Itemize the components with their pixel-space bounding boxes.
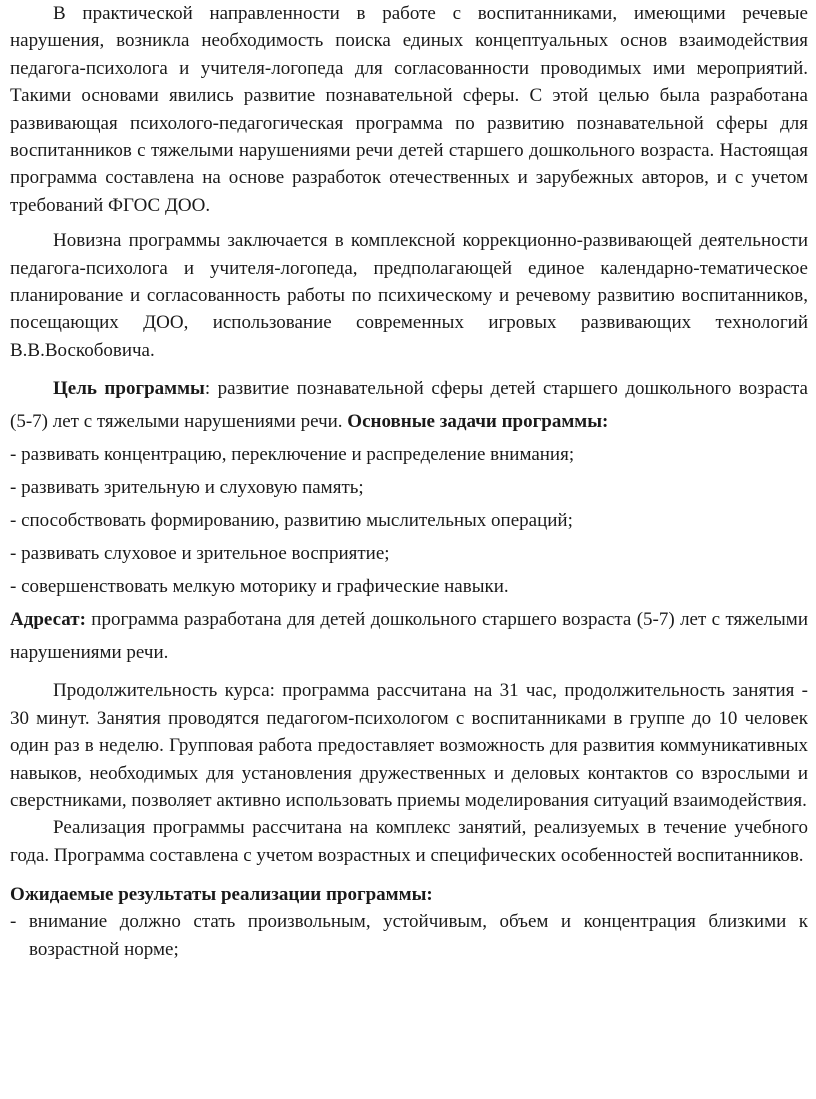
list-item: - развивать зрительную и слуховую память;	[10, 477, 364, 499]
goal-label: Цель программы	[53, 378, 205, 400]
addressee-paragraph	[10, 603, 808, 669]
results-heading: Ожидаемые результаты реализации программы:	[10, 884, 433, 906]
goal-paragraph	[10, 372, 808, 438]
addressee-label: Адресат:	[10, 609, 86, 631]
goal-text: : развитие познавательной сферы детей старшего дошкольного возраста (5-7) лет с тяжелыми нарушениями речи.	[10, 378, 808, 433]
list-item: - совершенствовать мелкую моторику и графические навыки.	[10, 576, 509, 598]
intro-paragraph: В практической направленности в работе с воспитанниками, имеющими речевые нарушения, возникла необходимость поиска единых концептуальных основ взаимодействия педагога-психолога и учителя-логопеда для согласованности проводимых ими мероприятий. Такими основами явились развитие познавательной сферы. С этой целью была разработана развивающая психолого-педагогическая программа по развитию познавательной сферы для воспитанников с тяжелыми нарушениями речи детей старшего дошкольного возраста. Настоящая программа составлена на основе разработок отечественных и зарубежных авторов, и с учетом требований ФГОС ДОО.	[10, 3, 808, 216]
tasks-label: Основные задачи программы:	[347, 411, 609, 433]
list-item: - развивать концентрацию, переключение и распределение внимания;	[10, 444, 575, 466]
duration-paragraph: Продолжительность курса: программа рассчитана на 31 час, продолжительность занятия - 30 минут. Занятия проводятся педагогом-психологом с воспитанниками в группе до 10 человек один раз в неделю. Групповая работа предоставляет возможность для развития коммуникативных навыков, необходимых для установления дружественных и деловых контактов со взрослыми и сверстниками, позволяет активно использовать приемы моделирования ситуаций взаимодействия.	[10, 680, 808, 811]
implementation-paragraph: Реализация программы рассчитана на комплекс занятий, реализуемых в течение учебного года. Программа составлена с учетом возрастных и специфических особенностей воспитанников.	[10, 817, 808, 866]
list-item: - способствовать формированию, развитию мыслительных операций;	[10, 510, 573, 532]
list-item: - развивать слуховое и зрительное восприятие;	[10, 543, 390, 565]
list-item: - внимание должно стать произвольным, устойчивым, объем и концентрация близкими к возрастной норме;	[10, 911, 808, 960]
novelty-paragraph: Новизна программы заключается в комплексной коррекционно-развивающей деятельности педагога-психолога и учителя-логопеда, предполагающей единое календарно-тематическое планирование и согласованность работы по психическому и речевому развитию воспитанников, посещающих ДОО, использование современных игровых развивающих технологий В.В.Воскобовича.	[10, 230, 808, 361]
tasks-list	[10, 438, 808, 603]
addressee-text: программа разработана для детей дошкольного старшего возраста (5-7) лет с тяжелыми нарушениями речи.	[10, 609, 808, 664]
results-list	[10, 908, 808, 963]
